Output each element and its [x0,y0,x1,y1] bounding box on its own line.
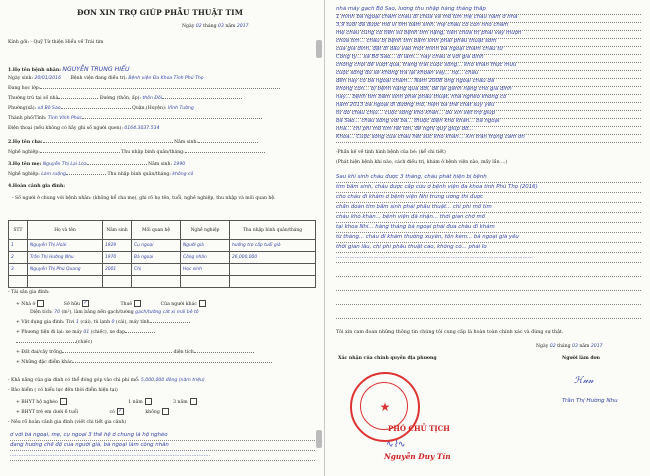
applicant-label: Người làm đơn [562,356,600,361]
family-section-title: 4.Hoàn cảnh gia đình: [8,184,66,189]
sign-date: Ngày 02 tháng 03 năm 2017 [536,344,603,349]
contribution-row: - Khả năng của gia đình có thể đóng góp vào chi phí mổ: 5,000,000 đồng (năm triệu) [8,378,205,383]
staple-mark [316,40,322,58]
story-line: Công ty... xã Bồ Sao... đi làm... nay cháu ở với gia đình [336,54,641,63]
health-line: cho cháu đi khám ở bệnh viện Nhi trung ương thì được [336,194,641,203]
story-line: năm 2013 bà ngoại đi đường mổ, hiện bà thể chất suy yếu [336,102,641,111]
staple-mark [316,430,322,448]
family-table-header: STT Họ và tên Năm sinh Mối quan hệ Nghề nghiệp Thu nhập bình quân/tháng [9,221,316,240]
health-title: -Phần kế về tình hình bệnh của bé: (kể chi tiết) [336,150,446,155]
form-page-right [326,0,650,476]
patient-street-row: Thường trú tại số nhà Đường (thôn, ấp): thôn Đồi [8,96,242,101]
patient-phone-row: Điện thoại (nếu không có hãy ghi số người quen): 0164.3037.534 [8,126,160,131]
mother-job-row: Nghề nghiệp: Làm ruộng Thu nhập bình quân/tháng: không có [8,172,194,177]
vehicle-row: + Phương tiện đi lại: xe máy 01 (chiếc), xe đạp [16,330,155,335]
health-line: tim bẩm sinh, cháu được cấp cứu ở bệnh viện đa khoa tỉnh Phú Thọ (2016) [336,184,641,193]
patient-name-row: 1.Họ tên bệnh nhân: NGUYỄN TRUNG HIẾU [8,66,130,73]
story-line: nhà máy gạch Bồ Sao, lương thu nhập hàng tháng thấp [336,6,641,15]
blank-line [336,296,641,305]
signature-scribble: ∿⌇∿ [386,440,406,450]
family-members-note: - Số người ở chung với bệnh nhân: (không kể cha mẹ), ghi rõ họ tên, tuổi, nghề nghiệp, thu nhập và mối quan hệ. [12,196,276,201]
applicant-name: Trần Thị Hường Nhu [562,398,618,404]
story-line: bà Sao... cháu sống với bà... thuộc diện khó khăn... bà ngoại [336,118,641,127]
land-row: + Đất đai/cây trồng diện tích [16,350,254,355]
health-line: cháu khó khăn... bệnh viện đã nhận... thời gian chờ mổ [336,214,641,223]
stamp-title: PHÓ CHỦ TỊCH [388,424,450,433]
story-line: từ đó cháu chịu... cuộc sống khó khăn... dù xin xét trợ giúp [336,110,641,119]
story-line: đến nay có bà ngoại chăm... Năm 2008 ông ngoại cháu đã [336,78,641,87]
father-job-row: Nghề nghiệp: Thu nhập bình quân/tháng: [8,150,265,155]
story-line: chữa tim... cháu bị bệnh tim bẩm sinh phải phẫu thuật sớm [336,38,641,47]
bhyt-under6-row: + BHYT trẻ em dưới 6 tuổi có✓ không [16,408,169,415]
items-row: + Vật dụng gia đình: Tivi 1 (cái), tủ lạnh 0 (cái), máy tính [16,320,190,325]
story-line: 3,9 tuổi đã được mổ vì tim bẩm sinh, mẹ cháu có con nhỏ chăm [336,22,641,31]
blank-line [336,282,641,291]
table-row [9,276,316,288]
star-icon: ★ [379,400,391,414]
health-line: thời gian lâu, chi phí phẫu thuật cao, không có... phải lo [336,244,641,253]
special-line: ..................................................................................................................... [10,452,315,461]
story-line: cuộc sống đủ sẽ không trả lại khoản vay... nợ... cháu [336,70,641,79]
assets-title: - Tài sản gia đình: [8,290,50,295]
mother-name-row: 3.Họ tên mẹ: Nguyễn Thị Lại Loa Năm sinh: 1990 [8,162,186,167]
story-line: nhà... chi phí mổ tim rất lớn, đề nghị quỹ giúp đỡ... [336,126,641,135]
health-line: chẩn đoán tim bẩm sinh phải phẫu thuật... chi phí mổ tim [336,204,641,213]
house-row: + Nhà ở Sở hữu✓ Thuê Của người khác [16,300,206,307]
patient-dob-row: Ngày sinh: 20/01/2016 Bệnh viện đang điều trị: Bệnh viện Đa Khoa Tỉnh Phú Thọ [8,76,204,81]
health-line: ................................................................................................................... [336,254,641,263]
special-line: đang hưởng chế độ của người già, bà ngoại làm công nhân [10,442,315,451]
health-line: Sau khi sinh cháu được 3 tháng, cháu phát hiện bị bệnh [336,174,641,183]
story-line: không còn... bị bệnh nặng qua đời, để lại gánh nặng cho gia đình [336,86,641,95]
car-row: (chiếc) [16,340,92,345]
story-line: nay... bệnh tim bẩm sinh phải phẫu thuật, nhà nghèo không có [336,94,641,103]
health-line: từ tháng... cháu đi khám thường xuyên, tốn kém... bà ngoại già yếu [336,234,641,243]
special-line: ở với bà ngoại, mẹ, cụ ngoại 3 thế hệ ở chung là hộ nghèo [10,432,315,441]
story-line: chống chọi để vượt qua, trang trải cuộc sống... khó khăn thực mưu [336,62,641,71]
authority-label: Xác nhận của chính quyền địa phương [338,356,437,361]
house-area-row: Diện tích: 70 (m²), làm bằng nền gạch/tường gạch/tường cát xi mái bê tô [30,310,199,315]
father-name-row: 2.Họ tên cha: Năm sinh: [8,140,258,145]
table-row: 2 Trần Thị Hường Nhu 1970 Bà ngoại Công nhân 26,000,000 [9,252,316,264]
health-line: tại khoa Nhi... hàng tháng bà ngoại phải đưa cháu đi khám [336,224,641,233]
table-row: 1 Nguyễn Thị Hoài 1929 Cụ ngoại Người già hưởng trợ cấp tuổi già [9,240,316,252]
form-date: Ngày 02 tháng 03 năm 2017 [182,24,249,29]
story-line: Khoa... Cuộc sống của cháu hết sức khó khăn... Xin trân trọng cảm ơn [336,134,641,143]
form-title: ĐƠN XIN TRỢ GIÚP PHẪU THUẬT TIM [76,8,243,17]
other-features-row: + Những đặc điểm khác [16,360,272,365]
health-hint: (Phát hiện bệnh khi nào, cách điều trị, khám ở bệnh viện nào, mấy lần ...) [336,160,508,165]
bhyt-poor-row: + BHYT hộ nghèo 1 năm 3 năm [16,398,197,405]
blank-line [336,310,641,319]
patient-ward-row: Phường(xã): xã Bồ Sao Quận,(Huyện): Vĩnh Tường [8,106,194,111]
patient-city-row: Thành phố/Tỉnh: Tỉnh Vĩnh Phúc [8,116,262,121]
table-row: 3 Nguyễn Thị Phú Quang 2001 Chị Học sinh [9,264,316,276]
special-circumstance-title: - Nêu rõ hoàn cảnh gia đình (viết chi tiết gia cảnh) [8,420,127,425]
story-line: mẹ cháu cũng có tiền sử bệnh tim nặng, tiền chữa trị phải vay mượn [336,30,641,39]
family-table [8,220,316,288]
insurance-title: - Bảo hiểm ( có hiểu lực đến thời điểm hiện tại) [8,388,118,393]
story-line: của gia đình, đặt đi đâu vào một mình bà ngoại chăm cháu từ [336,46,641,55]
stamp-signer-name: Nguyễn Duy Tín [384,452,451,461]
commitment-text: Tôi xin cam đoan những thông tin chúng tôi cung cấp là hoàn toàn chính xác và đúng sự thật. [336,330,564,335]
blank-line [336,268,641,277]
applicant-signature: ℋ𝓊𝓃 [574,376,594,386]
patient-grade-row: Đang học lớp: [8,86,280,91]
story-line: 1 mình bà ngoại chăm cháu đi chữa và mổ tim mẹ cháu nằm ở nhà [336,14,641,23]
recipient: Kính gởi: - Quỹ Từ thiện Hiểu về Trái tim [8,40,104,45]
